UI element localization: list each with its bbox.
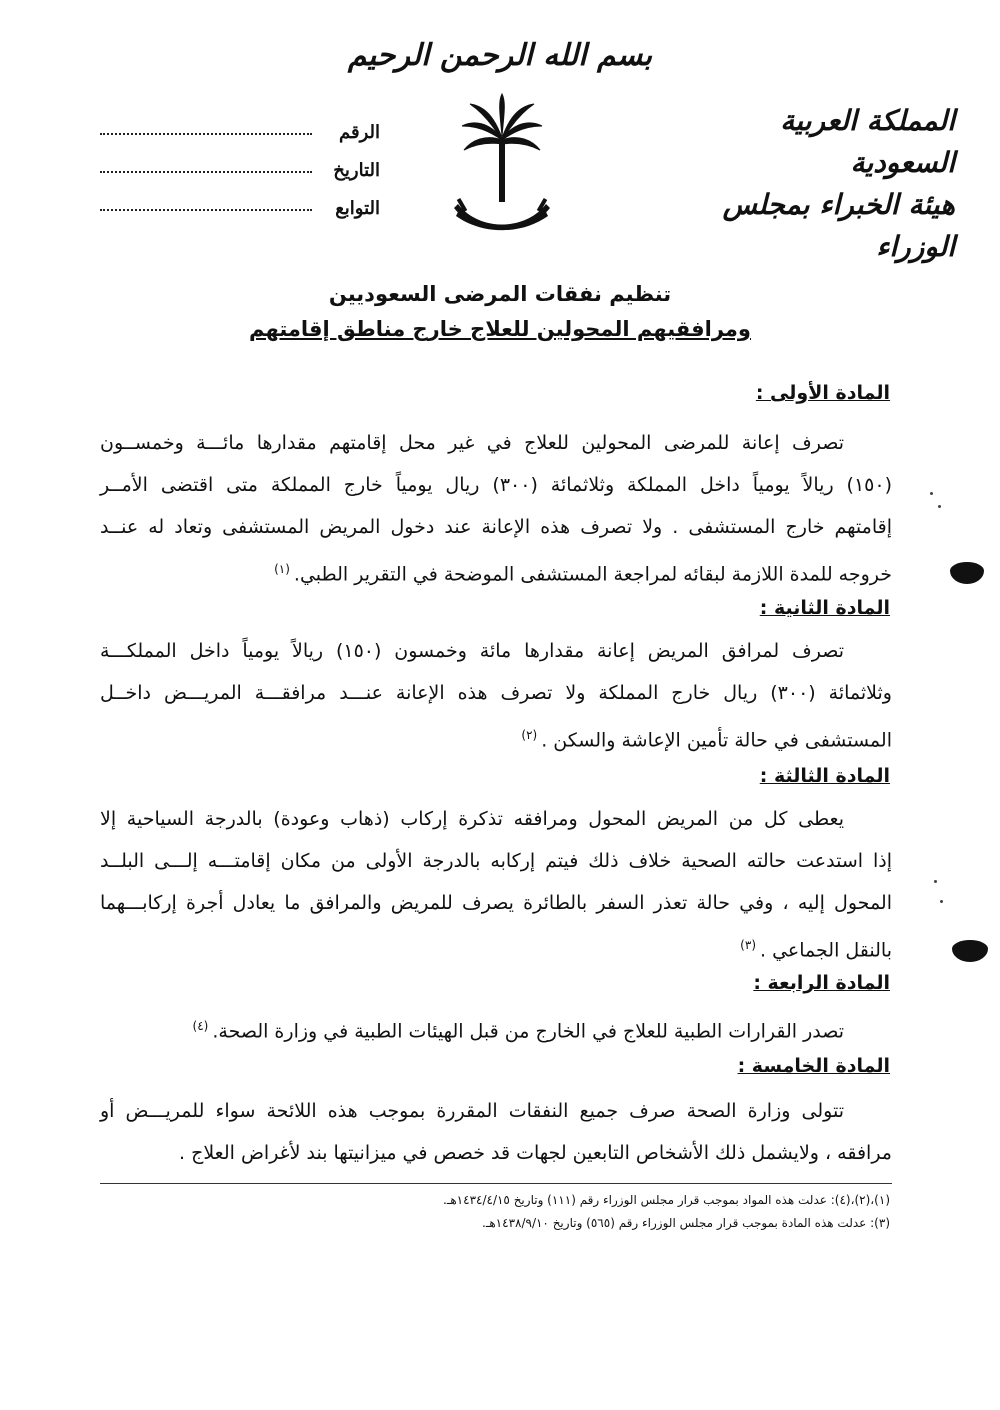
article-2-line-1: تصرف لمرافق المريض إعانة مقدارها مائة وخمسون (١٥٠) ريالاً يومياً داخل المملكـــة [100, 640, 844, 662]
article-1-line-1: تصرف إعانة للمرضى المحولين للعلاج في غير محل إقامتهم مقدارها مائـــة وخمســون [100, 432, 844, 454]
kingdom-name: المملكة العربية السعودية [780, 104, 955, 179]
article-4-line-1 [100, 1005, 892, 1047]
issuing-authority [685, 100, 955, 268]
ref-number-row [100, 105, 380, 143]
article-1-body [100, 422, 892, 590]
ref-date-label: التاريخ [333, 160, 380, 181]
article-2-line-3-text: المستشفى في حالة تأمين الإعاشة والسكن . [541, 729, 892, 752]
ref-number-line [100, 133, 312, 135]
basmala: بسم الله الرحمن الرحيم [347, 38, 653, 73]
ref-attachments-line [100, 209, 312, 211]
footnote-2: (٣): عدلت هذه المادة بموجب قرار مجلس الوزراء رقم (٥٦٥) وتاريخ ١٤٣٨/٩/١٠هـ. [482, 1216, 890, 1230]
saudi-emblem-icon [448, 92, 556, 240]
article-4-body [100, 1005, 892, 1047]
article-3-heading: المادة الثالثة : [759, 765, 890, 787]
article-3-line-3: المحول إليه ، وفي حالة تعذر السفر بالطائرة يصرف للمريض والمرافق ما يعادل أجرة إركابـــهما [100, 892, 892, 914]
article-1-heading: المادة الأولى : [755, 382, 890, 404]
ref-number-label: الرقم [338, 122, 380, 143]
article-3-line-4-text: بالنقل الجماعي . [760, 939, 892, 962]
article-1-line-3: إقامتهم خارج المستشفى . ولا تصرف هذه الإعانة عند دخول المريض المستشفى وتعاد له عنــد [100, 516, 892, 538]
article-2-heading: المادة الثانية : [759, 597, 890, 619]
ref-attachments-label: التوابع [335, 198, 380, 219]
scan-mark [950, 562, 984, 584]
article-2-body [100, 630, 892, 756]
scan-speck [930, 492, 933, 495]
article-2-line-2: وثلاثمائة (٣٠٠) ريال خارج المملكة ولا تصرف هذه الإعانة عنـــد مرافقـــة المريـــض داخــل [100, 682, 892, 704]
article-1-line-4 [100, 548, 892, 590]
article-4-line-1-text: تصدر القرارات الطبية للعلاج في الخارج من قبل الهيئات الطبية في وزارة الصحة. [212, 1020, 844, 1043]
article-1-line-2: (١٥٠) ريالاً يومياً داخل المملكة وثلاثمائة (٣٠٠) ريال يومياً خارج المملكة متى اقتضى الأمــر [100, 474, 893, 496]
document-title-line1: تنظيم نفقات المرضى السعوديين [328, 282, 672, 306]
article-2-line-3 [100, 714, 892, 756]
article-3-body [100, 798, 892, 966]
ref-attachments-row [100, 181, 380, 219]
article-5-body [100, 1090, 892, 1174]
article-3-line-2: إذا استدعت حالته الصحية خلاف ذلك فيتم إركابه بالدرجة الأولى من مكان إقامتـــه إلـــى البلــد [100, 850, 892, 872]
footnote-ref-3: (٣) [740, 938, 756, 952]
article-3-line-1: يعطى كل من المريض المحول ومرافقه تذكرة إركاب (ذهاب وعودة) بالدرجة السياحية إلا [100, 808, 844, 830]
scan-mark [952, 940, 988, 962]
reference-fields [100, 105, 380, 219]
article-1-line-4-text: خروجه للمدة اللازمة لبقائه لمراجعة المستشفى الموضحة في التقرير الطبي. [293, 563, 892, 586]
footnote-ref-2: (٢) [521, 728, 538, 742]
scan-speck [940, 900, 943, 903]
scan-speck [938, 505, 941, 508]
article-5-heading: المادة الخامسة : [737, 1055, 890, 1077]
article-5-line-1: تتولى وزارة الصحة صرف جميع النفقات المقررة بموجب هذه اللائحة سواء للمريـــض أو [100, 1100, 844, 1122]
footnote-divider [100, 1183, 892, 1184]
article-3-line-4 [100, 924, 892, 966]
article-4-heading: المادة الرابعة : [753, 972, 890, 994]
footnote-1: (١)،(٢)،(٤): عدلت هذه المواد بموجب قرار مجلس الوزراء رقم (١١١) وتاريخ ١٤٣٤/٤/١٥هـ. [443, 1193, 890, 1207]
footnote-ref-1: (١) [274, 562, 290, 576]
ref-date-line [100, 171, 312, 173]
authority-name: هيئة الخبراء بمجلس الوزراء [722, 188, 955, 263]
scan-speck [934, 880, 937, 883]
ref-date-row [100, 143, 380, 181]
document-title-line2: ومرافقيهم المحولين للعلاج خارج مناطق إقامتهم [248, 317, 751, 341]
footnote-ref-4: (٤) [192, 1019, 209, 1033]
article-5-line-2: مرافقه ، ولايشمل ذلك الأشخاص التابعين لجهات قد خصص في ميزانيتها بند لأغراض العلاج . [178, 1142, 892, 1164]
